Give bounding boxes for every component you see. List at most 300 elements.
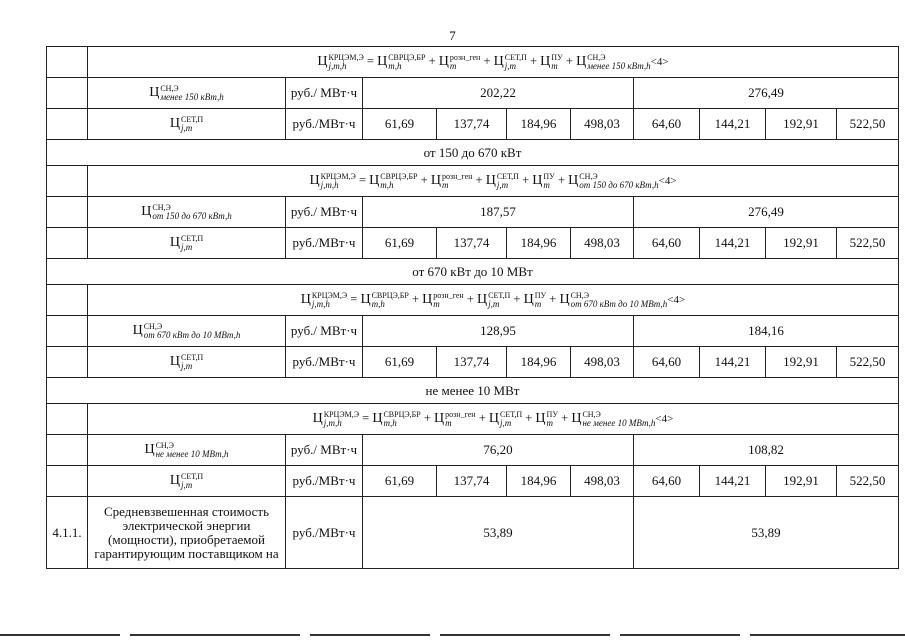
unit-cell (286, 466, 363, 497)
formula-term-3-sub-text: j,m (496, 180, 509, 190)
set-label-sub-text: j,m (181, 242, 193, 252)
set-value-cell (437, 466, 507, 497)
sn-label-glyph: Ц (144, 441, 155, 457)
sn-label (144, 441, 229, 459)
section-heading-text: не менее 10 МВт (425, 382, 520, 398)
formula-term-5-glyph: Ц (571, 410, 582, 426)
sn-value-cell (634, 435, 899, 466)
page-bottom-edge (0, 634, 905, 636)
set-value-text: 522,50 (849, 354, 886, 369)
formula-term-1-sub (388, 62, 425, 71)
formula-term-1-sub (383, 419, 420, 428)
formula-term-4-sub (551, 62, 562, 71)
set-value-cell (437, 347, 507, 378)
item-number-cell (47, 466, 88, 497)
sn-value-cell (634, 197, 899, 228)
unit-cell (286, 316, 363, 347)
formula-term-4-sub (535, 300, 546, 309)
set-label-glyph: Ц (169, 353, 181, 369)
set-label-glyph: Ц (169, 115, 181, 131)
formula-term-4-sup: ПУ (543, 172, 555, 181)
formula-lhs-glyph: Ц (309, 172, 320, 188)
formula-term-1-sub (372, 300, 409, 309)
set-value-text: 192,91 (783, 235, 819, 250)
set-value-cell (700, 466, 766, 497)
set-value-text: 64,60 (651, 354, 682, 369)
formula-term-5 (568, 172, 659, 190)
formula-cell: Ц КРЦЭМ,Э j,m,h = Ц СВРЦЭ,БР m,h + Ц розн_ген m + Ц СЕТ,П j,m + Ц ПУ m + Ц СН,Э менее 150 кВт,h <4> (88, 47, 899, 78)
set-value-cell (766, 466, 837, 497)
formula-term-5-sup: СН,Э (579, 172, 598, 181)
formula-term-5-sub-text: не менее 10 МВт,h (582, 418, 656, 428)
set-label-sub (181, 362, 203, 371)
item-number-cell (47, 78, 88, 109)
formula-term-5 (571, 410, 656, 428)
set-value-cell (363, 109, 437, 140)
formula-term-1-glyph: Ц (360, 291, 371, 307)
sn-label-cell (88, 435, 286, 466)
formula-term-5-sub (571, 300, 668, 309)
formula-term-3-sup: СЕТ,П (500, 410, 523, 419)
set-value-cell (700, 347, 766, 378)
set-value-text: 498,03 (584, 235, 620, 250)
set-value-text: 522,50 (849, 235, 886, 250)
sn-value-cell (634, 78, 899, 109)
formula-lhs-sub-text: j,m,h (311, 299, 330, 309)
set-value-cell (700, 228, 766, 259)
formula-term-3-sub-text: j,m (500, 418, 512, 428)
formula-term-4-sub-text: m (534, 299, 542, 309)
item-number-cell (47, 228, 88, 259)
set-value-cell (766, 109, 837, 140)
sn-value-cell (363, 316, 634, 347)
set-value-cell (634, 228, 700, 259)
formula-term-1 (372, 410, 421, 428)
set-value-text: 137,74 (453, 235, 490, 250)
sn-label (132, 322, 241, 340)
formula-term-4-glyph: Ц (535, 410, 546, 426)
formula-term-4-sup: ПУ (534, 291, 547, 300)
sn-label-sub-text: менее 150 кВт,h (160, 92, 224, 102)
set-value-text: 192,91 (783, 116, 819, 131)
formula-term-2 (422, 291, 464, 309)
item-number-cell (47, 435, 88, 466)
set-value-cell (363, 466, 437, 497)
formula-term-1-sup: СВРЦЭ,БР (388, 53, 426, 62)
sn-label-sub (144, 331, 241, 340)
formula-term-3 (488, 410, 523, 428)
unit-text: руб./МВт·ч (292, 473, 356, 488)
formula-lhs-sub-text: j,m,h (323, 418, 342, 428)
formula-lhs-sub (321, 181, 356, 190)
set-label-sub (181, 481, 203, 490)
formula-term-2-sub (433, 300, 463, 309)
unit-cell (286, 347, 363, 378)
formula-cell: Ц КРЦЭМ,Э j,m,h = Ц СВРЦЭ,БР m,h + Ц розн_ген m + Ц СЕТ,П j,m + Ц ПУ m + Ц СН,Э не менее 10 МВт,h <4> (88, 404, 899, 435)
formula-term-1 (360, 291, 409, 309)
item-description-cell (88, 497, 286, 569)
formula-lhs-sup: КРЦЭМ,Э (323, 410, 360, 419)
formula-term-2-sup: розн_ген (445, 410, 476, 419)
set-value-text: 64,60 (651, 116, 682, 131)
tariff-table (46, 46, 899, 569)
formula-term-4-sup: ПУ (551, 53, 563, 62)
unit-text: руб./МВт·ч (292, 116, 356, 131)
sn-value-text: 76,20 (483, 442, 513, 457)
formula-lhs (317, 53, 364, 71)
section-heading (47, 140, 899, 166)
formula-note-tag: <4> (650, 55, 669, 68)
formula-term-4 (535, 410, 558, 428)
formula-term-2-sup: розн_ген (433, 291, 464, 300)
item-number: 4.1.1. (52, 524, 82, 540)
formula-term-2 (430, 172, 473, 190)
set-value-cell (507, 109, 571, 140)
formula-term-5-sup: СН,Э (570, 291, 589, 300)
formula-term-4-sub-text: m (546, 418, 554, 428)
set-label-sub (181, 243, 203, 252)
sn-label-sub (156, 450, 229, 459)
set-value-cell (571, 109, 634, 140)
set-value-text: 498,03 (584, 354, 620, 369)
set-value-text: 137,74 (453, 116, 490, 131)
item-number-cell (47, 285, 88, 316)
set-label (169, 353, 204, 371)
set-label (169, 115, 204, 133)
formula-term-4-glyph: Ц (523, 291, 534, 307)
set-label-sup: СЕТ,П (181, 234, 204, 243)
set-value-cell (837, 109, 899, 140)
sn-value-cell (634, 316, 899, 347)
formula-term-2-sub-text: m (449, 61, 457, 71)
sn-label-sup: СН,Э (143, 322, 163, 331)
sn-value-cell (363, 78, 634, 109)
formula-lhs-sup: КРЦЭМ,Э (311, 291, 348, 300)
sn-label-sup: СН,Э (155, 441, 174, 450)
set-label (169, 472, 204, 490)
formula-term-5 (559, 291, 668, 309)
sn-value-cell (363, 197, 634, 228)
formula-term-3-glyph: Ц (493, 53, 504, 69)
formula-term-3-sub-text: j,m (504, 61, 517, 71)
formula-term-5-sup: СН,Э (587, 53, 606, 62)
set-value-cell (437, 228, 507, 259)
formula-term-3 (477, 291, 511, 309)
set-value-cell (507, 347, 571, 378)
formula-term-2-glyph: Ц (422, 291, 433, 307)
item-number-cell (47, 404, 88, 435)
set-label-sup: СЕТ,П (181, 472, 204, 481)
set-value-text: 64,60 (651, 473, 682, 488)
formula-term-3-sup: СЕТ,П (496, 172, 519, 181)
unit-cell (286, 109, 363, 140)
set-label (169, 234, 204, 252)
sn-label-sub (160, 93, 223, 102)
set-value-text: 184,96 (520, 116, 557, 131)
sn-label-sup: СН,Э (152, 203, 171, 212)
formula-term-3-sub-text: j,m (488, 299, 500, 309)
item-number-cell (47, 347, 88, 378)
set-label-sub-text: j,m (181, 480, 193, 490)
item-value-cell (634, 497, 899, 569)
set-value-text: 192,91 (783, 473, 819, 488)
formula-lhs-sup: КРЦЭМ,Э (320, 172, 356, 181)
formula-term-3-sup: СЕТ,П (504, 53, 527, 62)
formula-term-5-sub-text: от 670 кВт до 10 МВт,h (570, 299, 668, 309)
sn-value-text: 187,57 (480, 204, 516, 219)
set-value-cell (634, 347, 700, 378)
set-label-sub-text: j,m (181, 361, 193, 371)
set-value-text: 522,50 (849, 473, 886, 488)
unit-text: руб./ МВт·ч (290, 323, 358, 338)
formula-term-1-glyph: Ц (369, 172, 380, 188)
formula-term-2-glyph: Ц (438, 53, 449, 69)
set-value-cell (571, 347, 634, 378)
item-value-cell (363, 497, 634, 569)
formula-lhs (309, 172, 356, 190)
formula-term-5-sub (579, 181, 658, 190)
formula-term-2-sub (450, 62, 480, 71)
formula-term-5-glyph: Ц (559, 291, 570, 307)
formula-lhs-sup: КРЦЭМ,Э (328, 53, 364, 62)
formula-lhs-sub (329, 62, 364, 71)
set-value-text: 498,03 (584, 116, 620, 131)
formula-term-1-sub-text: m,h (371, 299, 385, 309)
set-label-glyph: Ц (169, 234, 181, 250)
set-value-text: 184,96 (520, 235, 557, 250)
formula-term-4-sup: ПУ (546, 410, 558, 419)
formula-term-5-sup: СН,Э (582, 410, 601, 419)
formula-term-4 (523, 291, 547, 309)
sn-label-glyph: Ц (149, 84, 160, 100)
unit-cell (286, 228, 363, 259)
formula-term-4 (532, 172, 555, 190)
sn-label-cell (88, 197, 286, 228)
formula-term-2-sub (442, 181, 472, 190)
formula-term-1-sup: СВРЦЭ,БР (380, 172, 418, 181)
unit-cell (286, 78, 363, 109)
set-label-cell (88, 347, 286, 378)
formula-term-1-glyph: Ц (377, 53, 388, 69)
set-value-cell (766, 228, 837, 259)
sn-label-sub-text: от 150 до 670 кВт,h (152, 211, 232, 221)
formula-term-4-glyph: Ц (532, 172, 543, 188)
set-value-text: 61,69 (384, 473, 415, 488)
set-value-text: 61,69 (384, 116, 415, 131)
unit-cell (286, 497, 363, 569)
sn-value-text: 276,49 (748, 204, 784, 219)
formula-term-2-sub-text: m (441, 180, 449, 190)
sn-value-text: 184,16 (748, 323, 784, 338)
set-value-cell (437, 109, 507, 140)
formula-term-2-sub-text: m (433, 299, 440, 309)
set-label-sub (181, 124, 203, 133)
formula-term-1-sup: СВРЦЭ,БР (371, 291, 409, 300)
formula-note-tag: <4> (667, 293, 686, 306)
sn-value-cell (363, 435, 634, 466)
formula-term-3 (485, 172, 519, 190)
set-value-text: 522,50 (849, 116, 886, 131)
item-value-text: 53,89 (751, 524, 781, 540)
formula-term-1-glyph: Ц (372, 410, 383, 426)
unit-text: руб./МВт·ч (292, 524, 356, 540)
set-value-cell (837, 228, 899, 259)
formula-term-2 (438, 53, 481, 71)
formula-lhs-sub (324, 419, 359, 428)
sn-label-glyph: Ц (141, 203, 152, 219)
formula-term-3-sup: СЕТ,П (488, 291, 511, 300)
formula-term-4-glyph: Ц (540, 53, 551, 69)
formula-term-3-glyph: Ц (485, 172, 496, 188)
set-value-cell (507, 228, 571, 259)
formula-term-2-sup: розн_ген (441, 172, 473, 181)
formula-term-1-sub-text: m,h (388, 61, 402, 71)
formula-lhs-glyph: Ц (317, 53, 328, 69)
formula-term-2-glyph: Ц (434, 410, 445, 426)
formula-term-5-sub (582, 419, 655, 428)
item-value-text: 53,89 (483, 524, 513, 540)
formula-term-5-glyph: Ц (576, 53, 587, 69)
sn-value-text: 128,95 (480, 323, 516, 338)
sn-value-text: 276,49 (748, 85, 784, 100)
item-number-cell (47, 197, 88, 228)
formula-term-2-sub-text: m (445, 418, 452, 428)
item-description: Средневзвешенная стоимость электрической энергии (мощности), приобретаемой гарантирующим поставщиком на (94, 503, 279, 561)
sn-label-sub-text: не менее 10 МВт,h (155, 449, 229, 459)
formula-term-4-sub (547, 419, 558, 428)
formula-lhs-glyph: Ц (312, 410, 323, 426)
formula-term-5-sub (587, 62, 650, 71)
formula-note-tag: <4> (655, 412, 674, 425)
sn-value-text: 108,82 (748, 442, 784, 457)
formula-term-5 (576, 53, 651, 71)
item-number-cell (47, 47, 88, 78)
item-number-cell (47, 109, 88, 140)
sn-label-cell (88, 78, 286, 109)
formula-term-3 (493, 53, 527, 71)
set-label-sup: СЕТ,П (181, 353, 204, 362)
sn-label-sub (152, 212, 231, 221)
sn-label-sub-text: от 670 кВт до 10 МВт,h (143, 330, 241, 340)
formula-lhs-sub-text: j,m,h (328, 61, 347, 71)
formula-term-1-sup: СВРЦЭ,БР (383, 410, 421, 419)
sn-label-cell (88, 316, 286, 347)
formula-cell: Ц КРЦЭМ,Э j,m,h = Ц СВРЦЭ,БР m,h + Ц розн_ген m + Ц СЕТ,П j,m + Ц ПУ m + Ц СН,Э от 670 кВт до 10 МВт,h <4> (88, 285, 899, 316)
set-value-cell (571, 466, 634, 497)
formula-term-5-glyph: Ц (568, 172, 579, 188)
unit-text: руб./МВт·ч (292, 354, 356, 369)
set-value-cell (700, 109, 766, 140)
set-value-text: 192,91 (783, 354, 819, 369)
formula-lhs-glyph: Ц (300, 291, 311, 307)
formula-lhs (312, 410, 360, 428)
set-value-text: 137,74 (453, 473, 490, 488)
section-heading-text: от 150 до 670 кВт (423, 144, 522, 160)
section-heading (47, 378, 899, 404)
set-label-sub-text: j,m (181, 123, 193, 133)
set-value-text: 184,96 (520, 354, 557, 369)
section-heading (47, 259, 899, 285)
item-number-cell (47, 166, 88, 197)
set-value-cell (634, 109, 700, 140)
formula-term-4-sub (543, 181, 554, 190)
set-value-text: 137,74 (453, 354, 490, 369)
set-value-cell (837, 466, 899, 497)
item-number-cell (47, 497, 88, 569)
unit-text: руб./ МВт·ч (290, 204, 358, 219)
set-value-text: 144,21 (714, 354, 751, 369)
formula-term-4-sub-text: m (543, 180, 550, 190)
unit-text: руб./ МВт·ч (290, 442, 358, 457)
set-value-text: 144,21 (714, 235, 751, 250)
formula-term-3-glyph: Ц (488, 410, 500, 426)
set-value-cell (507, 466, 571, 497)
sn-label (149, 84, 224, 102)
set-label-cell (88, 466, 286, 497)
set-label-sup: СЕТ,П (181, 115, 204, 124)
formula-term-1 (377, 53, 426, 71)
set-value-cell (571, 228, 634, 259)
formula-lhs-sub (312, 300, 347, 309)
set-label-cell (88, 228, 286, 259)
set-value-text: 144,21 (714, 473, 751, 488)
formula-lhs-sub-text: j,m,h (320, 180, 339, 190)
formula-note-tag: <4> (658, 174, 677, 187)
formula-term-2-glyph: Ц (430, 172, 441, 188)
formula-term-2-sub (445, 419, 475, 428)
unit-cell (286, 197, 363, 228)
formula-term-1-sub (380, 181, 417, 190)
set-value-cell (363, 347, 437, 378)
formula-term-1-sub-text: m,h (383, 418, 397, 428)
formula-term-2 (434, 410, 476, 428)
unit-cell (286, 435, 363, 466)
formula-term-1 (369, 172, 418, 190)
sn-label-glyph: Ц (132, 322, 143, 338)
page-number: 7 (449, 28, 456, 43)
set-value-cell (634, 466, 700, 497)
set-value-cell (766, 347, 837, 378)
formula-term-3-sub (500, 419, 522, 428)
formula-term-3-glyph: Ц (477, 291, 488, 307)
unit-text: руб./МВт·ч (292, 235, 356, 250)
formula-term-4 (540, 53, 563, 71)
formula-cell: Ц КРЦЭМ,Э j,m,h = Ц СВРЦЭ,БР m,h + Ц розн_ген m + Ц СЕТ,П j,m + Ц ПУ m + Ц СН,Э от 150 до 670 кВт,h <4> (88, 166, 899, 197)
formula-term-2-sup: розн_ген (449, 53, 481, 62)
set-value-text: 144,21 (714, 116, 751, 131)
set-value-cell (363, 228, 437, 259)
formula-term-5-sub-text: менее 150 кВт,h (587, 61, 651, 71)
set-label-cell (88, 109, 286, 140)
item-number-cell (47, 316, 88, 347)
set-value-text: 61,69 (384, 235, 415, 250)
formula-term-1-sub-text: m,h (380, 180, 394, 190)
sn-label (141, 203, 232, 221)
set-value-cell (837, 347, 899, 378)
formula-term-4-sub-text: m (551, 61, 558, 71)
sn-value-text: 202,22 (480, 85, 516, 100)
set-value-text: 184,96 (520, 473, 557, 488)
formula-term-3-sub (505, 62, 527, 71)
unit-text: руб./ МВт·ч (290, 85, 358, 100)
sn-label-sup: СН,Э (160, 84, 179, 93)
formula-term-3-sub (488, 300, 510, 309)
formula-term-5-sub-text: от 150 до 670 кВт,h (579, 180, 659, 190)
formula-lhs (300, 291, 348, 309)
section-heading-text: от 670 кВт до 10 МВт (412, 263, 533, 279)
set-value-text: 498,03 (584, 473, 620, 488)
set-label-glyph: Ц (169, 472, 181, 488)
